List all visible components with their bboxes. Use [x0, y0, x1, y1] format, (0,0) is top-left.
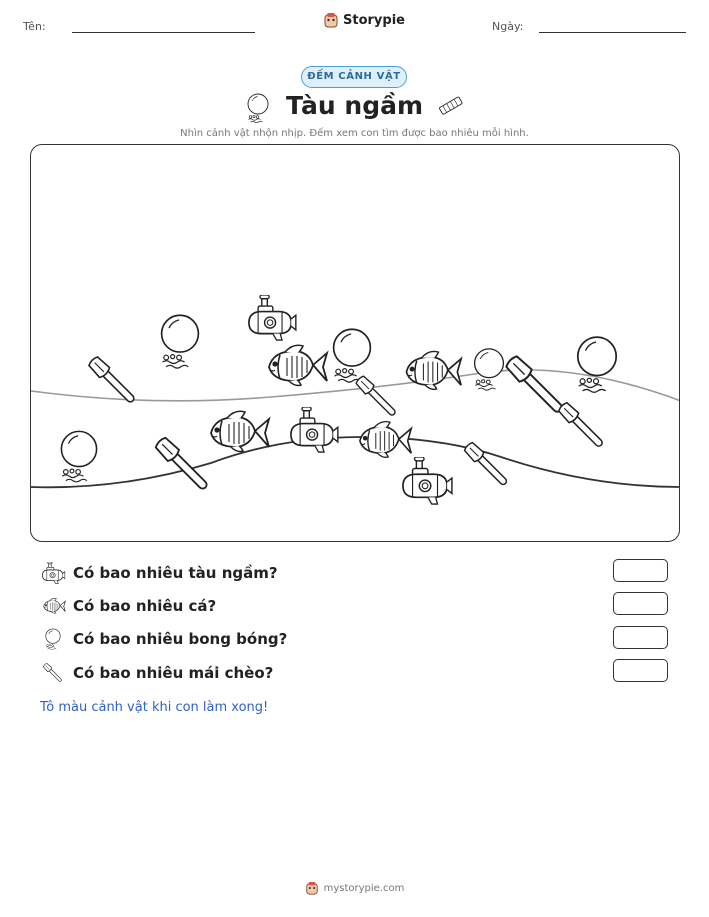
fish-1 — [269, 345, 327, 385]
question-submarines — [40, 561, 278, 585]
counting-scene — [30, 144, 680, 542]
page-title: Tàu ngầm — [285, 91, 424, 120]
fish-2 — [406, 351, 461, 389]
name-line[interactable] — [72, 32, 255, 33]
submarine-icon — [40, 562, 66, 584]
question-text: Có bao nhiêu bong bóng? — [73, 630, 288, 648]
question-text: Có bao nhiêu mái chèo? — [73, 664, 274, 682]
oar-6 — [463, 441, 510, 488]
date-label: Ngày: — [492, 20, 524, 33]
question-text: Có bao nhiêu tàu ngầm? — [73, 564, 278, 582]
instructions: Nhìn cảnh vật nhộn nhịp. Đếm xem con tìm được bao nhiêu mỗi hình. — [180, 128, 529, 139]
fish-3 — [211, 411, 269, 451]
answer-box-oars[interactable] — [613, 659, 668, 682]
bubble-1 — [162, 315, 199, 368]
bubble-5 — [61, 431, 96, 482]
submarine-2 — [291, 407, 338, 452]
fish-4 — [360, 422, 411, 458]
footer-url[interactable]: mystorypie.com — [323, 882, 405, 894]
submarine-1 — [249, 295, 296, 340]
name-label: Tên: — [23, 20, 46, 33]
fish-icon — [40, 595, 66, 617]
bubble-2 — [334, 329, 371, 382]
brand-logo — [323, 12, 405, 28]
coloring-note: Tô màu cảnh vật khi con làm xong! — [40, 700, 269, 715]
footer — [0, 881, 709, 895]
mascot-icon — [323, 12, 339, 28]
mascot-icon — [305, 881, 319, 895]
scene-illustration — [31, 145, 680, 542]
answer-box-fish[interactable] — [613, 592, 668, 615]
wave-line-bottom — [31, 437, 680, 487]
bubble-icon — [40, 628, 66, 650]
category-badge: ĐẾM CẢNH VẬT — [301, 66, 407, 88]
question-oars — [40, 661, 273, 685]
bubble-3 — [475, 349, 504, 390]
answer-box-bubbles[interactable] — [613, 626, 668, 649]
question-text: Có bao nhiêu cá? — [73, 597, 217, 615]
oar-5 — [154, 436, 211, 493]
oar-icon — [40, 662, 66, 684]
oar-4 — [557, 401, 606, 450]
oar-2 — [355, 375, 399, 419]
bubble-4 — [578, 337, 616, 392]
submarine-3 — [403, 457, 452, 504]
brand-name: Storypie — [343, 12, 405, 28]
question-bubbles — [40, 627, 287, 651]
oar-3 — [504, 354, 566, 416]
question-fish — [40, 594, 216, 618]
oar-icon — [435, 93, 467, 119]
date-line[interactable] — [539, 32, 686, 33]
answer-box-submarines[interactable] — [613, 559, 668, 582]
